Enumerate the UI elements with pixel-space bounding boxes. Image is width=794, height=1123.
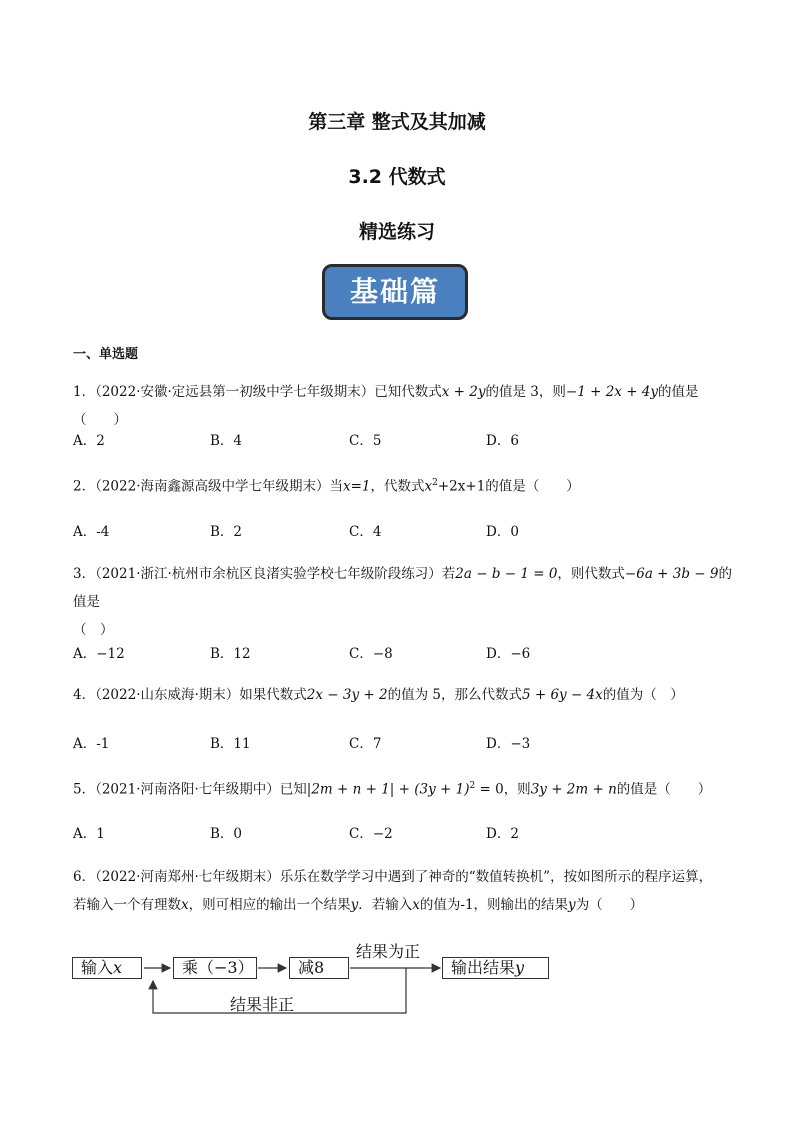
option-a[interactable]: A．1 — [73, 826, 105, 842]
option-a[interactable]: A．−12 — [73, 646, 125, 662]
math-expr: x + 2y — [441, 384, 486, 400]
math-expr: −6a + 3b − 9 — [624, 566, 719, 582]
math-expr: x — [424, 478, 433, 495]
output-box — [442, 957, 549, 979]
option-d[interactable]: D．0 — [486, 524, 519, 540]
question-text: 5．（2021·河南洛阳·七年级期中）已知 — [73, 781, 307, 798]
math-expr: +2x+1 — [437, 478, 486, 495]
option-b[interactable]: B．12 — [210, 646, 251, 662]
subtract-box: 减8 — [289, 957, 349, 979]
question-text: 的值是 — [73, 566, 732, 610]
option-a[interactable]: A．-4 — [73, 524, 110, 540]
option-c[interactable]: C．−2 — [349, 826, 393, 842]
chapter-title: 第三章 整式及其加减 — [308, 111, 486, 133]
question-text: ，则可相应的输出一个结果 — [188, 897, 351, 913]
options-4 — [73, 732, 673, 752]
question-text: 的值是（ ） — [616, 781, 712, 798]
math-expr: = 0 — [475, 781, 504, 798]
option-d[interactable]: D．−3 — [486, 736, 531, 752]
math-var: y — [568, 897, 576, 913]
question-text: 的值是（ ） — [73, 384, 699, 428]
option-c[interactable]: C．4 — [349, 524, 382, 540]
question-text: ．若输入 — [358, 897, 413, 913]
question-text: 3．（2021·浙江·杭州市余杭区良渚实验学校七年级阶段练习）若 — [73, 566, 456, 582]
question-text: 1．（2022·安徽·定远县第一初级中学七年级期末）已知代数式 — [73, 384, 442, 400]
question-text: ，则代数式 — [557, 566, 625, 582]
question-3 — [73, 560, 733, 644]
question-2 — [73, 469, 733, 501]
math-var: x — [412, 897, 420, 913]
option-a[interactable]: A．-1 — [73, 736, 110, 752]
math-expr: x=1 — [343, 478, 371, 495]
question-text: 的值为-1，则输出的结果 — [419, 897, 569, 913]
output-var: y — [515, 958, 525, 977]
math-exponent: 2 — [469, 781, 476, 791]
section-heading: 一、单选题 — [73, 347, 139, 362]
question-text: 6．（2022·河南郑州·七年级期末）乐乐在数学学习中遇到了神奇的“数值转换机”，按如图所示的程序运算， — [73, 869, 713, 885]
input-box — [72, 957, 142, 979]
math-expr: 2a − b − 1 = 0 — [455, 566, 558, 582]
math-expr: 3y + 2m + n — [530, 781, 617, 798]
options-3 — [73, 642, 673, 662]
subtitle: 精选练习 — [358, 221, 435, 243]
input-label: 输入 — [81, 958, 114, 977]
option-d[interactable]: D．−6 — [486, 646, 531, 662]
question-1 — [73, 378, 733, 434]
math-exponent: 2 — [432, 478, 438, 488]
question-text: 的值为 5，那么代数式 — [387, 687, 522, 703]
question-5 — [73, 772, 733, 804]
option-d[interactable]: D．6 — [486, 433, 519, 449]
not-positive-label: 结果非正 — [230, 995, 295, 1014]
math-var: y — [350, 897, 359, 913]
options-1 — [73, 429, 673, 449]
question-text: 4．（2022·山东威海·期末）如果代数式 — [73, 687, 307, 703]
option-b[interactable]: B．4 — [210, 433, 243, 449]
option-b[interactable]: B．2 — [210, 524, 243, 540]
question-text: ，则 — [503, 781, 531, 798]
answer-blank: （ ） — [73, 622, 114, 638]
basic-level-badge: 基础篇 — [322, 264, 468, 320]
math-expr: 2x − 3y + 2 — [306, 687, 388, 703]
question-text: ，代数式 — [370, 478, 425, 495]
option-b[interactable]: B．11 — [210, 736, 251, 752]
multiply-box: 乘（−3） — [173, 957, 257, 979]
option-c[interactable]: C．7 — [349, 736, 382, 752]
output-label: 输出结果 — [451, 958, 516, 977]
option-c[interactable]: C．−8 — [349, 646, 393, 662]
input-var: x — [113, 958, 123, 977]
options-5 — [73, 822, 673, 842]
question-text: 的值是（ ） — [485, 478, 580, 495]
question-text: 的值是 3，则 — [485, 384, 566, 400]
option-b[interactable]: B．0 — [210, 826, 243, 842]
question-text: 为（ ） — [575, 897, 644, 913]
math-expr: |2m + n + 1| + (3y + 1) — [306, 781, 470, 798]
math-expr: 5 + 6y − 4x — [521, 687, 603, 703]
question-text: 2．（2022·海南鑫源高级中学七年级期末）当 — [73, 478, 343, 495]
option-a[interactable]: A．2 — [73, 433, 105, 449]
options-2 — [73, 520, 673, 540]
section-title: 3.2 代数式 — [348, 166, 446, 188]
option-c[interactable]: C．5 — [349, 433, 382, 449]
math-var: x — [181, 897, 189, 913]
question-4 — [73, 681, 733, 709]
math-expr: −1 + 2x + 4y — [565, 384, 659, 400]
question-text: 若输入一个有理数 — [73, 897, 181, 913]
question-6 — [73, 863, 743, 919]
number-machine-flowchart — [70, 942, 550, 1025]
option-d[interactable]: D．2 — [486, 826, 519, 842]
question-text: 的值为（ ） — [602, 687, 684, 703]
positive-label: 结果为正 — [356, 942, 421, 961]
